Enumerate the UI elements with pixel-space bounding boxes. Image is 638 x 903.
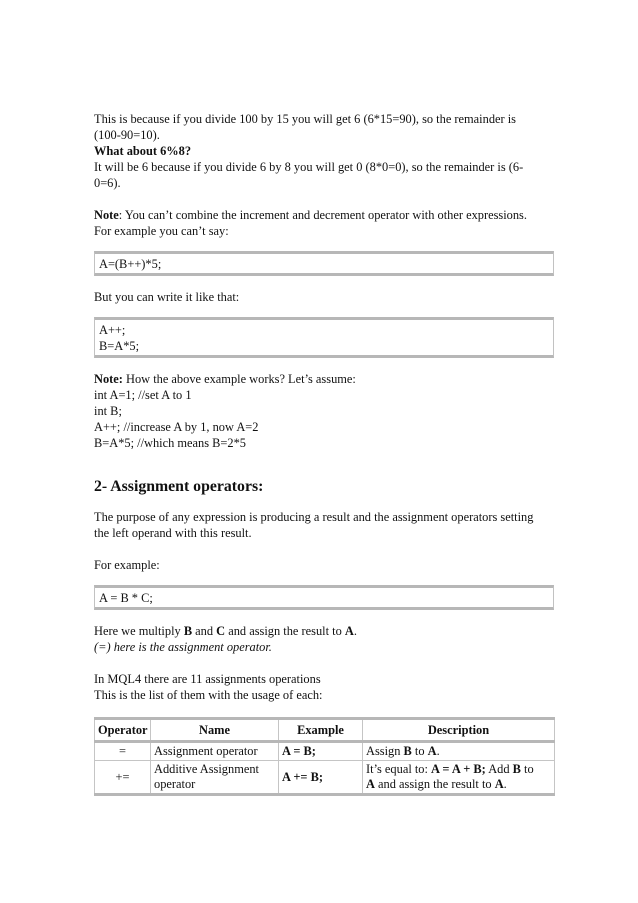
header-example: Example xyxy=(279,719,363,742)
note-text: : You can’t combine the increment and decrement operator with other expressions. xyxy=(118,208,527,222)
intro-line-2: (100-90=10). xyxy=(94,128,160,142)
section-heading: 2- Assignment operators: xyxy=(94,478,264,495)
note-paragraph-1 xyxy=(94,207,554,223)
answer-line-2: 0=6). xyxy=(94,176,121,190)
code-explain-line: B=A*5; //which means B=2*5 xyxy=(94,436,246,450)
italic-explain-line: (=) here is the assignment operator. xyxy=(94,640,272,654)
code-box-2 xyxy=(94,317,554,358)
code-explain-line: A++; //increase A by 1, now A=2 xyxy=(94,420,259,434)
operators-table xyxy=(94,717,555,796)
code-line: B=A*5; xyxy=(99,339,140,353)
table-row xyxy=(95,761,555,795)
note-label: Note: xyxy=(94,372,123,386)
intro-line-1: This is because if you divide 100 by 15 you will get 6 (6*15=90), so the remainder is xyxy=(94,112,517,126)
header-operator: Operator xyxy=(95,719,151,742)
note-label: Note xyxy=(94,208,119,222)
cell-name: Assignment operator xyxy=(151,742,279,761)
cell-example: A = B; xyxy=(279,742,363,761)
list-intro-line-2: This is the list of them with the usage of each: xyxy=(94,688,323,702)
middle-text: But you can write it like that: xyxy=(94,290,240,304)
question-line: What about 6%8? xyxy=(94,144,192,158)
cell-operator: = xyxy=(95,742,151,761)
page-content xyxy=(94,111,554,796)
explain-line: Here we multiply B and C and assign the result to A. xyxy=(94,624,357,638)
cell-description: It’s equal to: A = A + B; Add B to A and assign the result to A. xyxy=(363,761,555,795)
header-name: Name xyxy=(151,719,279,742)
table-row xyxy=(95,742,555,761)
note-text: How the above example works? Let’s assume: xyxy=(122,372,356,386)
answer-line-1: It will be 6 because if you divide 6 by 8 you will get 0 (8*0=0), so the remainder is (6- xyxy=(94,160,524,174)
note-paragraph-2 xyxy=(94,371,554,387)
code-line: A++; xyxy=(99,323,126,337)
cell-description: Assign B to A. xyxy=(363,742,555,761)
note-line-2: For example you can’t say: xyxy=(94,224,229,238)
cell-name: Additive Assignment operator xyxy=(151,761,279,795)
code-explain-line: int A=1; //set A to 1 xyxy=(94,388,192,402)
code-box-1 xyxy=(94,251,554,276)
code-line: A = B * C; xyxy=(99,591,153,605)
list-intro-line-1: In MQL4 there are 11 assignments operations xyxy=(94,672,321,686)
table-header-row xyxy=(95,719,555,742)
code-box-3 xyxy=(94,585,554,610)
example-label: For example: xyxy=(94,558,160,572)
section-para-line-1: The purpose of any expression is producing a result and the assignment operators setting xyxy=(94,510,534,524)
cell-example: A += B; xyxy=(279,761,363,795)
section-para-line-2: the left operand with this result. xyxy=(94,526,252,540)
cell-operator: += xyxy=(95,761,151,795)
code-explain-line: int B; xyxy=(94,404,122,418)
code-line: A=(B++)*5; xyxy=(99,257,162,271)
header-description: Description xyxy=(363,719,555,742)
